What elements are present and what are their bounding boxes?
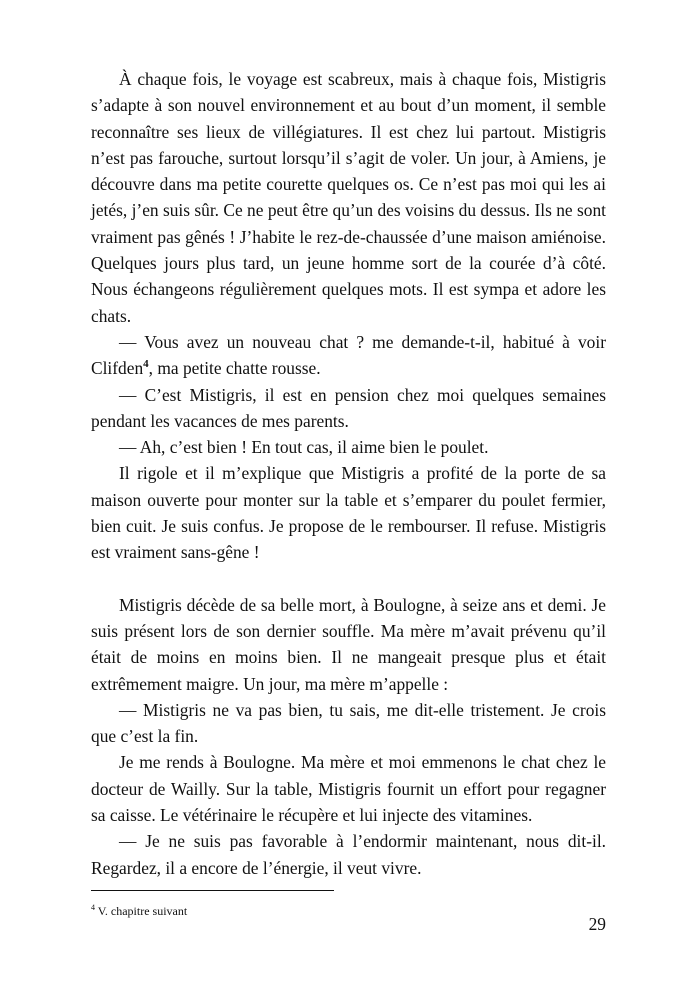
- paragraph-7: — Mistigris ne va pas bien, tu sais, me dit-elle tristement. Je crois que c’est la fin.: [91, 699, 606, 747]
- paragraph-2: [91, 329, 606, 382]
- paragraph-5: Il rigole et il m’explique que Mistigris a profité de la porte de sa maison ouverte pour monter sur la table et s’emparer du poulet fermier, bien cuit. Je suis confus. Je propose de le rembourser. Il refuse. Mistigris est vraiment sans-gêne !: [91, 463, 606, 563]
- footnote-divider: [91, 890, 334, 891]
- paragraph-9: — Je ne suis pas favorable à l’endormir maintenant, nous dit-il. Regardez, il a encore de l’énergie, il veut vivre.: [91, 831, 606, 878]
- page-body: [91, 66, 606, 881]
- section-break: [91, 566, 606, 592]
- paragraph-3: — C’est Mistigris, il est en pension chez moi quelques semaines pendant les vacances de mes parents.: [91, 384, 606, 431]
- footnote-reference[interactable]: 4: [143, 358, 149, 371]
- footnote: [91, 903, 187, 919]
- paragraph-6: Mistigris décède de sa belle mort, à Boulogne, à seize ans et demi. Je suis présent lors de son dernier souffle. Ma mère m’avait prévenu qu’il était de moins en moins bien. Il ne mangeait presque plus et était extrêmement maigre. Un jour, ma mère m’appelle :: [91, 594, 606, 694]
- paragraph-2-text: — Vous avez un nouveau chat ? me demande-t-il, habitué à voir Clifden: [91, 331, 606, 379]
- paragraph-1: À chaque fois, le voyage est scabreux, mais à chaque fois, Mistigris s’adapte à son nouvel environnement et au bout d’un moment, il semble reconnaître ses lieux de villégiatures. Il est chez lui partout. Mistigris n’est pas farouche, surtout lorsqu’il s’agit de voler. Un jour, à Amiens, je découvre dans ma petite courette quelques os. Ce n’est pas moi qui les ai jetés, j’en suis sûr. Ce ne peut être qu’un des voisins du dessus. Ils ne sont vraiment pas gênés ! J’habite le rez-de-chaussée d’une maison amiénoise. Quelques jours plus tard, un jeune homme sort de la courée d’à côté. Nous échangeons régulièrement quelques mots. Il est sympa et adore les chats.: [91, 69, 606, 326]
- page-number: 29: [588, 914, 606, 934]
- footnote-text: V. chapitre suivant: [95, 904, 188, 918]
- paragraph-2-text-end: , ma petite chatte rousse.: [148, 358, 321, 379]
- footnote-number: 4: [91, 903, 95, 912]
- paragraph-4: — Ah, c’est bien ! En tout cas, il aime bien le poulet.: [119, 437, 489, 458]
- paragraph-8: Je me rends à Boulogne. Ma mère et moi emmenons le chat chez le docteur de Wailly. Sur la table, Mistigris fournit un effort pour regagner sa caisse. Le vétérinaire le récupère et lui injecte des vitamines.: [91, 752, 606, 826]
